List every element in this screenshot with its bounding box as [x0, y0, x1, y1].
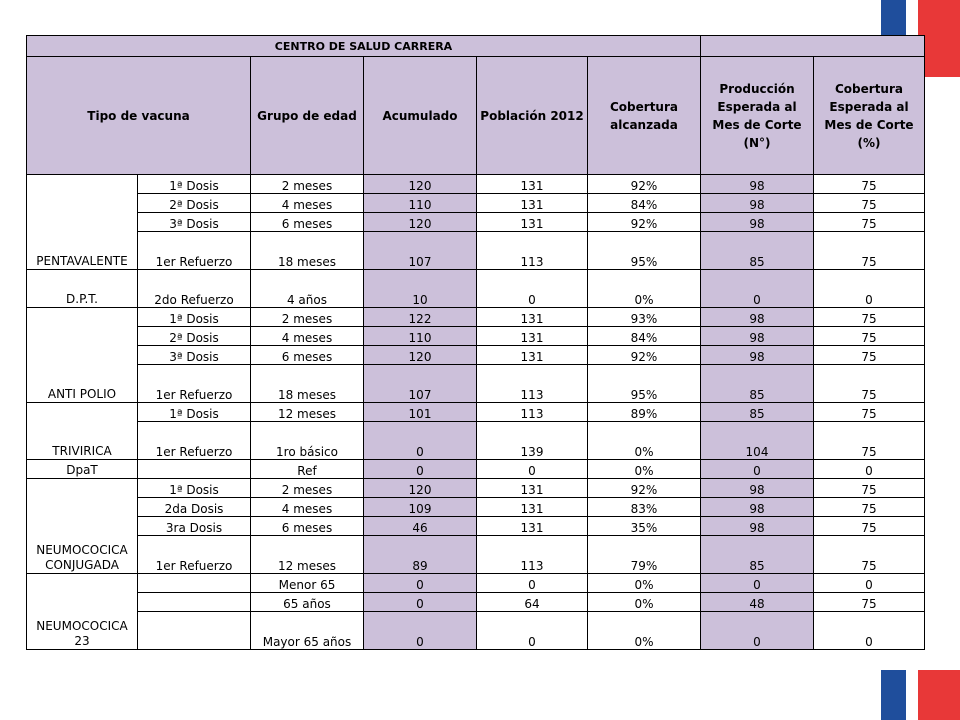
dose-cell: 2ª Dosis [138, 327, 251, 346]
table-row [27, 213, 925, 232]
age-cell: 1ro básico [251, 422, 364, 460]
table-row [27, 175, 925, 194]
produccion-cell: 98 [701, 479, 814, 498]
produccion-cell: 98 [701, 517, 814, 536]
cobertura-esperada-cell: 75 [814, 308, 925, 327]
cobertura-cell: 0% [588, 612, 701, 650]
age-cell: 4 años [251, 270, 364, 308]
cobertura-esperada-cell: 0 [814, 574, 925, 593]
dose-cell: 1ª Dosis [138, 403, 251, 422]
age-cell: 4 meses [251, 327, 364, 346]
cobertura-esperada-cell: 75 [814, 517, 925, 536]
vaccine-name: DpaT [27, 460, 138, 479]
acumulado-cell: 107 [364, 365, 477, 403]
flag-decoration-bottom [881, 670, 960, 720]
produccion-cell: 98 [701, 213, 814, 232]
cobertura-cell: 92% [588, 175, 701, 194]
table-title: CENTRO DE SALUD CARRERA [27, 36, 701, 57]
dose-cell: 3ª Dosis [138, 213, 251, 232]
table-row [27, 574, 925, 593]
age-cell: 2 meses [251, 175, 364, 194]
produccion-cell: 98 [701, 498, 814, 517]
cobertura-esperada-cell: 0 [814, 460, 925, 479]
cobertura-cell: 89% [588, 403, 701, 422]
cobertura-esperada-cell: 75 [814, 175, 925, 194]
produccion-cell: 98 [701, 194, 814, 213]
poblacion-cell: 113 [477, 536, 588, 574]
dose-cell: 3ra Dosis [138, 517, 251, 536]
cobertura-cell: 84% [588, 327, 701, 346]
dose-cell [138, 612, 251, 650]
poblacion-cell: 0 [477, 574, 588, 593]
poblacion-cell: 113 [477, 365, 588, 403]
cobertura-esperada-cell: 0 [814, 270, 925, 308]
poblacion-cell: 0 [477, 270, 588, 308]
cobertura-esperada-cell: 75 [814, 327, 925, 346]
produccion-cell: 85 [701, 365, 814, 403]
cobertura-esperada-cell: 75 [814, 593, 925, 612]
age-cell: Mayor 65 años [251, 612, 364, 650]
table-row [27, 270, 925, 308]
table-row [27, 232, 925, 270]
cobertura-cell: 84% [588, 194, 701, 213]
vaccine-name: D.P.T. [27, 270, 138, 308]
acumulado-cell: 0 [364, 422, 477, 460]
cobertura-cell: 95% [588, 365, 701, 403]
produccion-cell: 85 [701, 403, 814, 422]
table-row [27, 308, 925, 327]
dose-cell: 1er Refuerzo [138, 365, 251, 403]
table-row [27, 593, 925, 612]
dose-cell: 2ª Dosis [138, 194, 251, 213]
header-produccion-esperada: Producción Esperada al Mes de Corte (N°) [701, 57, 814, 175]
produccion-cell: 98 [701, 327, 814, 346]
cobertura-esperada-cell: 75 [814, 232, 925, 270]
acumulado-cell: 0 [364, 574, 477, 593]
produccion-cell: 48 [701, 593, 814, 612]
poblacion-cell: 139 [477, 422, 588, 460]
vaccine-name: NEUMOCOCICA CONJUGADA [27, 479, 138, 574]
cobertura-esperada-cell: 75 [814, 422, 925, 460]
cobertura-cell: 0% [588, 574, 701, 593]
dose-cell [138, 574, 251, 593]
header-poblacion: Población 2012 [477, 57, 588, 175]
table-row [27, 422, 925, 460]
dose-cell: 2do Refuerzo [138, 270, 251, 308]
table-row [27, 365, 925, 403]
cobertura-cell: 79% [588, 536, 701, 574]
poblacion-cell: 113 [477, 403, 588, 422]
cobertura-esperada-cell: 75 [814, 403, 925, 422]
age-cell: 18 meses [251, 232, 364, 270]
age-cell: 4 meses [251, 194, 364, 213]
poblacion-cell: 131 [477, 194, 588, 213]
vaccine-name: PENTAVALENTE [27, 175, 138, 270]
vaccine-name: ANTI POLIO [27, 308, 138, 403]
cobertura-esperada-cell: 75 [814, 213, 925, 232]
dose-cell [138, 593, 251, 612]
header-cobertura-esperada: Cobertura Esperada al Mes de Corte (%) [814, 57, 925, 175]
age-cell: 2 meses [251, 308, 364, 327]
table-row [27, 517, 925, 536]
dose-cell: 1ª Dosis [138, 175, 251, 194]
produccion-cell: 104 [701, 422, 814, 460]
vaccine-coverage-table [26, 35, 925, 650]
cobertura-cell: 0% [588, 422, 701, 460]
acumulado-cell: 0 [364, 593, 477, 612]
poblacion-cell: 131 [477, 213, 588, 232]
header-grupo-edad: Grupo de edad [251, 57, 364, 175]
produccion-cell: 0 [701, 460, 814, 479]
cobertura-esperada-cell: 75 [814, 536, 925, 574]
header-acumulado: Acumulado [364, 57, 477, 175]
cobertura-cell: 92% [588, 213, 701, 232]
acumulado-cell: 46 [364, 517, 477, 536]
table-row [27, 346, 925, 365]
produccion-cell: 85 [701, 536, 814, 574]
poblacion-cell: 0 [477, 460, 588, 479]
acumulado-cell: 110 [364, 194, 477, 213]
poblacion-cell: 131 [477, 327, 588, 346]
title-filler [701, 36, 925, 57]
dose-cell: 1er Refuerzo [138, 232, 251, 270]
age-cell: 18 meses [251, 365, 364, 403]
age-cell: 6 meses [251, 346, 364, 365]
poblacion-cell: 131 [477, 517, 588, 536]
cobertura-cell: 92% [588, 346, 701, 365]
produccion-cell: 98 [701, 346, 814, 365]
dose-cell: 2da Dosis [138, 498, 251, 517]
acumulado-cell: 107 [364, 232, 477, 270]
cobertura-cell: 95% [588, 232, 701, 270]
age-cell: 4 meses [251, 498, 364, 517]
acumulado-cell: 120 [364, 175, 477, 194]
poblacion-cell: 113 [477, 232, 588, 270]
poblacion-cell: 0 [477, 612, 588, 650]
age-cell: 6 meses [251, 517, 364, 536]
produccion-cell: 98 [701, 308, 814, 327]
age-cell: 65 años [251, 593, 364, 612]
cobertura-cell: 0% [588, 270, 701, 308]
cobertura-esperada-cell: 75 [814, 194, 925, 213]
table-row [27, 479, 925, 498]
produccion-cell: 98 [701, 175, 814, 194]
vaccine-name: NEUMOCOCICA 23 [27, 574, 138, 650]
acumulado-cell: 120 [364, 479, 477, 498]
cobertura-esperada-cell: 75 [814, 498, 925, 517]
cobertura-cell: 93% [588, 308, 701, 327]
age-cell: 6 meses [251, 213, 364, 232]
table-row [27, 194, 925, 213]
cobertura-esperada-cell: 75 [814, 479, 925, 498]
cobertura-esperada-cell: 0 [814, 612, 925, 650]
acumulado-cell: 89 [364, 536, 477, 574]
cobertura-cell: 35% [588, 517, 701, 536]
acumulado-cell: 0 [364, 460, 477, 479]
age-cell: 2 meses [251, 479, 364, 498]
poblacion-cell: 131 [477, 175, 588, 194]
dose-cell: 1er Refuerzo [138, 536, 251, 574]
acumulado-cell: 10 [364, 270, 477, 308]
cobertura-esperada-cell: 75 [814, 365, 925, 403]
table-row [27, 612, 925, 650]
dose-cell [138, 460, 251, 479]
cobertura-cell: 0% [588, 460, 701, 479]
dose-cell: 1ª Dosis [138, 308, 251, 327]
table-row [27, 498, 925, 517]
poblacion-cell: 131 [477, 479, 588, 498]
acumulado-cell: 122 [364, 308, 477, 327]
acumulado-cell: 109 [364, 498, 477, 517]
table-row [27, 536, 925, 574]
age-cell: 12 meses [251, 403, 364, 422]
age-cell: 12 meses [251, 536, 364, 574]
acumulado-cell: 0 [364, 612, 477, 650]
age-cell: Menor 65 [251, 574, 364, 593]
poblacion-cell: 131 [477, 346, 588, 365]
poblacion-cell: 131 [477, 498, 588, 517]
table-row [27, 460, 925, 479]
cobertura-esperada-cell: 75 [814, 346, 925, 365]
dose-cell: 1ª Dosis [138, 479, 251, 498]
header-cobertura-alcanzada: Cobertura alcanzada [588, 57, 701, 175]
table-row [27, 327, 925, 346]
cobertura-cell: 92% [588, 479, 701, 498]
acumulado-cell: 101 [364, 403, 477, 422]
poblacion-cell: 64 [477, 593, 588, 612]
produccion-cell: 0 [701, 270, 814, 308]
produccion-cell: 0 [701, 574, 814, 593]
age-cell: Ref [251, 460, 364, 479]
produccion-cell: 0 [701, 612, 814, 650]
table-row [27, 403, 925, 422]
poblacion-cell: 131 [477, 308, 588, 327]
acumulado-cell: 120 [364, 346, 477, 365]
dose-cell: 1er Refuerzo [138, 422, 251, 460]
header-tipo-vacuna: Tipo de vacuna [27, 57, 251, 175]
cobertura-cell: 83% [588, 498, 701, 517]
vaccine-name: TRIVIRICA [27, 403, 138, 460]
produccion-cell: 85 [701, 232, 814, 270]
acumulado-cell: 110 [364, 327, 477, 346]
cobertura-cell: 0% [588, 593, 701, 612]
dose-cell: 3ª Dosis [138, 346, 251, 365]
acumulado-cell: 120 [364, 213, 477, 232]
